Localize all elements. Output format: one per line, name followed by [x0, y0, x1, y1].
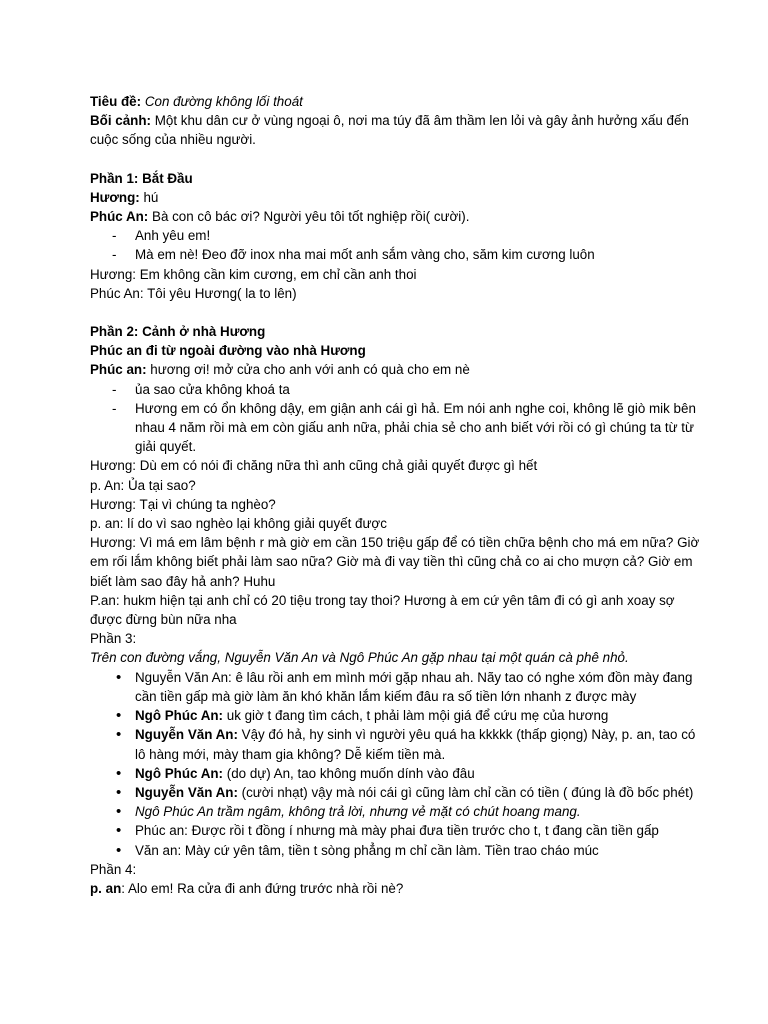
title-label: Tiêu đề:: [90, 94, 142, 109]
dialogue-line: p. An: Ủa tại sao?: [90, 477, 196, 493]
dash-item: - Hương em có ổn không dậy, em giận anh cái gì hả. Em nói anh nghe coi, không lẽ giò mik bên nhau 4 năm rồi mà em còn giấu anh nữa, phải chia sẻ cho anh biết với rồi có gì chúng ta từ từ giải quyết.: [90, 399, 708, 457]
dialogue-line: Hương: Em không cần kim cương, em chỉ cần anh thoi: [90, 266, 417, 282]
dash-item: - Mà em nè! Đeo đỡ inox nha mai mốt anh sắm vàng cho, săm kim cương luôn: [90, 245, 708, 264]
spacer: [90, 303, 708, 322]
bullet-item: [90, 802, 708, 821]
dialogue-line: p. an: lí do vì sao nghèo lại không giải quyết được: [90, 516, 387, 532]
part1-huong-line: [90, 188, 708, 207]
dialogue-text: hú: [143, 189, 159, 205]
dialogue-text: Nguyễn Văn An: ê lâu rồi anh em mình mới gặp nhau ah. Nãy tao có nghe xóm đồn mày đang cần tiền gấp mà giờ làm ăn khó khăn lắm kiếm đâu ra số tiền lớn nhanh z được mày: [135, 669, 693, 704]
speaker-label: Nguyễn Văn An:: [135, 727, 238, 743]
dialogue-text: Bà con cô bác ơi? Người yêu tôi tốt nghiệp rồi( cười).: [152, 209, 470, 225]
dialogue-text: Văn an: Mày cứ yên tâm, tiền t sòng phẳng m chỉ cần làm. Tiền trao cháo múc: [135, 842, 599, 858]
speaker-label: Ngô Phúc An:: [135, 708, 224, 724]
bullet-item: [90, 841, 708, 860]
dialogue-text: Phúc an: Được rồi t đồng í nhưng mà mày phai đưa tiền trước cho t, t đang cần tiền gấp: [135, 823, 659, 839]
part3-scene: [90, 648, 708, 667]
speaker-label: Hương:: [90, 189, 140, 205]
dialogue-text: Ngô Phúc An trầm ngâm, không trả lời, nhưng vẻ mặt có chút hoang mang.: [135, 804, 581, 820]
dialogue-line: Hương: Vì má em lâm bệnh r mà giờ em cần 150 triệu gấp để có tiền chữa bệnh cho má em nữa? Giờ em rối lắm không biết phải làm sao nữa? Giờ mà đi vay tiền thì cũng chả co ai cho mượn cả? Giờ em biết làm sao đây hả anh? Huhu: [90, 535, 700, 589]
dash-item: - Anh yêu em!: [90, 226, 708, 245]
part3-bullet-list: [90, 668, 708, 860]
context-line: [90, 111, 708, 149]
context-text: Một khu dân cư ở vùng ngoại ô, nơi ma túy đã âm thầm len lỏi và gây ảnh hưởng xấu đến cuộc sống của nhiều người.: [90, 113, 689, 148]
dialogue-text: uk giờ t đang tìm cách, t phải làm mội giá để cứu mẹ của hương: [223, 708, 609, 724]
title-line: [90, 92, 708, 111]
speaker-label: p. an: [90, 880, 122, 896]
context-label: Bối cảnh:: [90, 113, 152, 129]
bullet-item: [90, 725, 708, 763]
part2-phucan-line: [90, 360, 708, 379]
speaker-label: Phúc An:: [90, 209, 149, 225]
dialogue-line: Hương: Tại vì chúng ta nghèo?: [90, 496, 276, 512]
dash-item: - ủa sao cửa không khoá ta: [90, 380, 708, 399]
dialogue-text: hương ơi! mở cửa cho anh với anh có quà cho em nè: [150, 362, 470, 378]
bullet-item: [90, 668, 708, 706]
title-text: Con đường không lối thoát: [144, 94, 303, 109]
part2-heading: [90, 322, 708, 341]
speaker-label: Nguyễn Văn An:: [135, 784, 238, 800]
dialogue-line: Hương: Dù em có nói đi chăng nữa thì anh cũng chả giải quyết được gì hết: [90, 458, 538, 474]
dialogue-line: Phúc An: Tôi yêu Hương( la to lên): [90, 285, 297, 301]
bullet-item: [90, 821, 708, 840]
part4-pan-line: [90, 879, 708, 898]
dialogue-text: : Alo em! Ra cửa đi anh đứng trước nhà rồi nè?: [121, 880, 404, 896]
dialogue-text: Vậy đó hả, hy sinh vì người yêu quá ha kkkkk (thấp giọng) Này, p. an, tao có lô hàng mới, mày tham gia không? Dễ kiếm tiền mà.: [135, 727, 696, 762]
part2-heading-text: Phần 2: Cảnh ở nhà Hương: [90, 324, 266, 340]
part1-phucan-line: [90, 207, 708, 226]
part1-heading: [90, 169, 708, 188]
part2-dash-list: [90, 380, 708, 457]
dialogue-text: (do dự) An, tao không muốn dính vào đâu: [223, 765, 475, 781]
part3-heading: Phần 3:: [90, 631, 137, 647]
part2-subheading-text: Phúc an đi từ ngoài đường vào nhà Hương: [90, 343, 366, 359]
part4-heading: Phần 4:: [90, 861, 137, 877]
bullet-item: [90, 764, 708, 783]
part1-heading-text: Phần 1: Bắt Đầu: [90, 170, 193, 186]
spacer: [90, 150, 708, 169]
speaker-label: Phúc an:: [90, 362, 147, 378]
part1-dash-list: [90, 226, 708, 264]
dialogue-text: (cười nhạt) vậy mà nói cái gì cũng làm chỉ cần có tiền ( đúng là đồ bốc phét): [237, 784, 694, 800]
part2-subheading: [90, 341, 708, 360]
bullet-item: [90, 783, 708, 802]
speaker-label: Ngô Phúc An:: [135, 765, 224, 781]
dialogue-line: P.an: hukm hiện tại anh chỉ có 20 tiệu trong tay thoi? Hương à em cứ yên tâm đi có gì anh xoay sợ được đừng bùn nữa nha: [90, 592, 675, 628]
scene-text: Trên con đường vắng, Nguyễn Văn An và Ngô Phúc An gặp nhau tại một quán cà phê nhỏ.: [90, 650, 629, 666]
bullet-item: [90, 706, 708, 725]
